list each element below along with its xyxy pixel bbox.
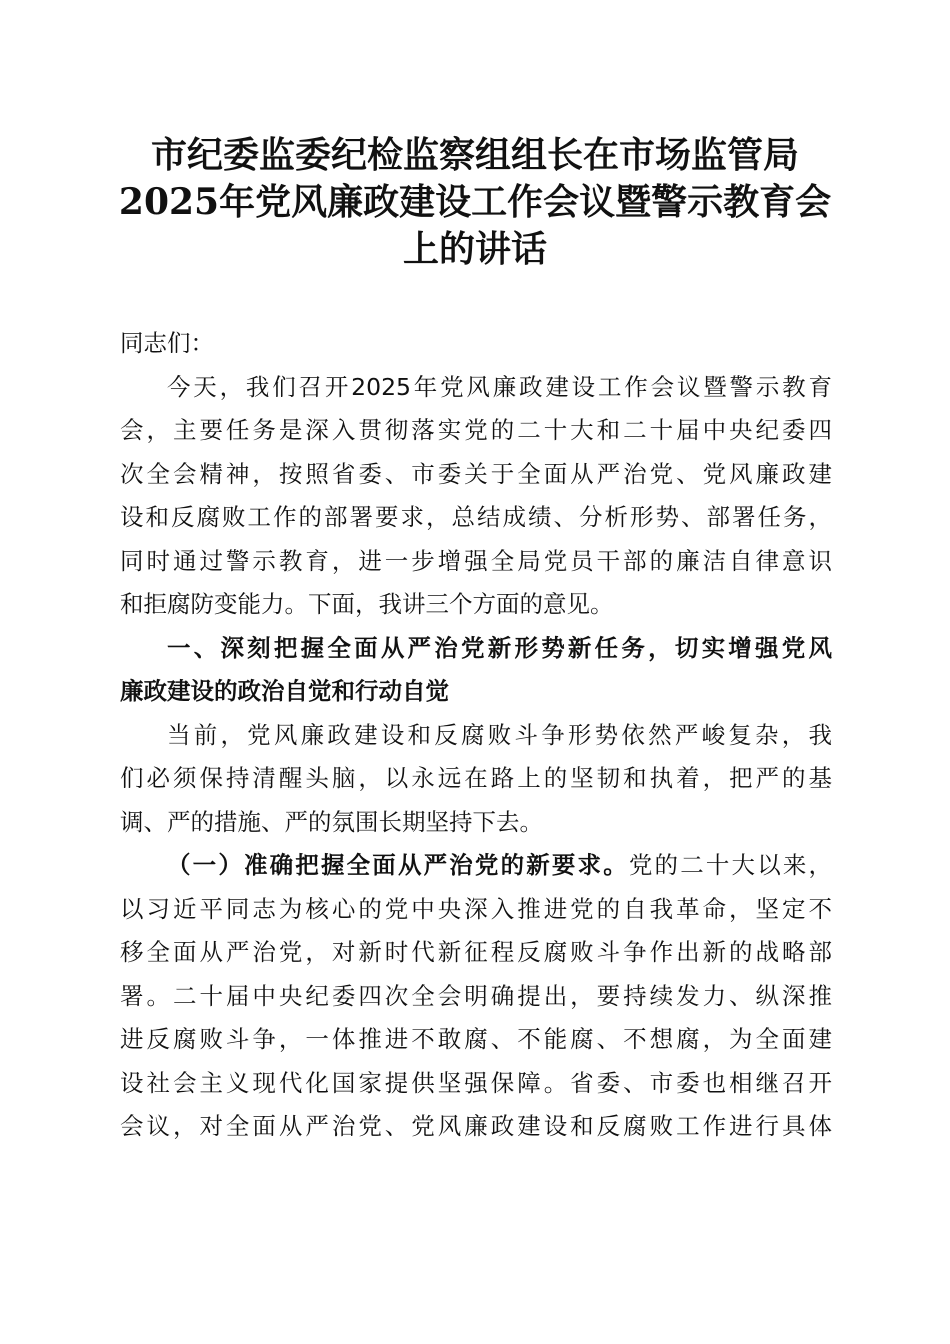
paragraph-line: 会议，对全面从严治党、党风廉政建设和反腐败工作进行具体 <box>120 1112 832 1140</box>
paragraph-line: 设和反腐败工作的部署要求，总结成绩、分析形势、部署任务， <box>120 503 832 531</box>
subsection-heading: （一）准确把握全面从严治党的新要求。 <box>167 851 629 879</box>
paragraph-line: 调、严的措施、严的氛围长期坚持下去。 <box>120 807 543 836</box>
title-line-1: 市纪委监委纪检监察组组长在市场监管局 <box>150 134 799 176</box>
section-heading-1 <box>120 627 832 714</box>
paragraph-situation <box>120 714 832 845</box>
document-body <box>120 322 832 1149</box>
paragraph-line: 和拒腐防变能力。下面，我讲三个方面的意见。 <box>120 590 614 618</box>
section-heading-line: 廉政建设的政治自觉和行动自觉 <box>120 677 449 705</box>
paragraph-line: 当前，党风廉政建设和反腐败斗争形势依然严峻复杂，我 <box>167 720 832 749</box>
paragraph-line: 进反腐败斗争，一体推进不敢腐、不能腐、不想腐，为全面建 <box>120 1025 832 1053</box>
subsection-first-line-text: 党的二十大以来， <box>628 851 833 879</box>
paragraph-line: 移全面从严治党，对新时代新征程反腐败斗争作出新的战略部 <box>120 938 832 966</box>
document-title <box>100 132 850 273</box>
salutation: 同志们： <box>120 329 214 357</box>
paragraph-line: 们必须保持清醒头脑，以永远在路上的坚韧和执着，把严的基 <box>120 764 832 792</box>
paragraph-line: 以习近平同志为核心的党中央深入推进党的自我革命，坚定不 <box>120 894 832 923</box>
title-line-2: 2025年党风廉政建设工作会议暨警示教育会 <box>118 181 832 223</box>
paragraph-line: 设社会主义现代化国家提供坚强保障。省委、市委也相继召开 <box>120 1068 832 1097</box>
paragraph-line: 同时通过警示教育，进一步增强全局党员干部的廉洁自律意识 <box>120 546 832 575</box>
section-heading-line: 一、深刻把握全面从严治党新形势新任务，切实增强党风 <box>167 633 832 662</box>
title-line-3: 上的讲话 <box>402 228 547 270</box>
paragraph-line: 今天，我们召开2025年党风廉政建设工作会议暨警示教育 <box>167 372 832 401</box>
paragraph-line: 会，主要任务是深入贯彻落实党的二十大和二十届中央纪委四 <box>120 416 832 444</box>
paragraph-subsection-1 <box>120 844 832 1149</box>
paragraph-line <box>120 844 832 888</box>
paragraph-opening <box>120 366 832 627</box>
paragraph-line: 署。二十届中央纪委四次全会明确提出，要持续发力、纵深推 <box>120 981 832 1010</box>
paragraph-line: 次全会精神，按照省委、市委关于全面从严治党、党风廉政建 <box>120 459 832 488</box>
